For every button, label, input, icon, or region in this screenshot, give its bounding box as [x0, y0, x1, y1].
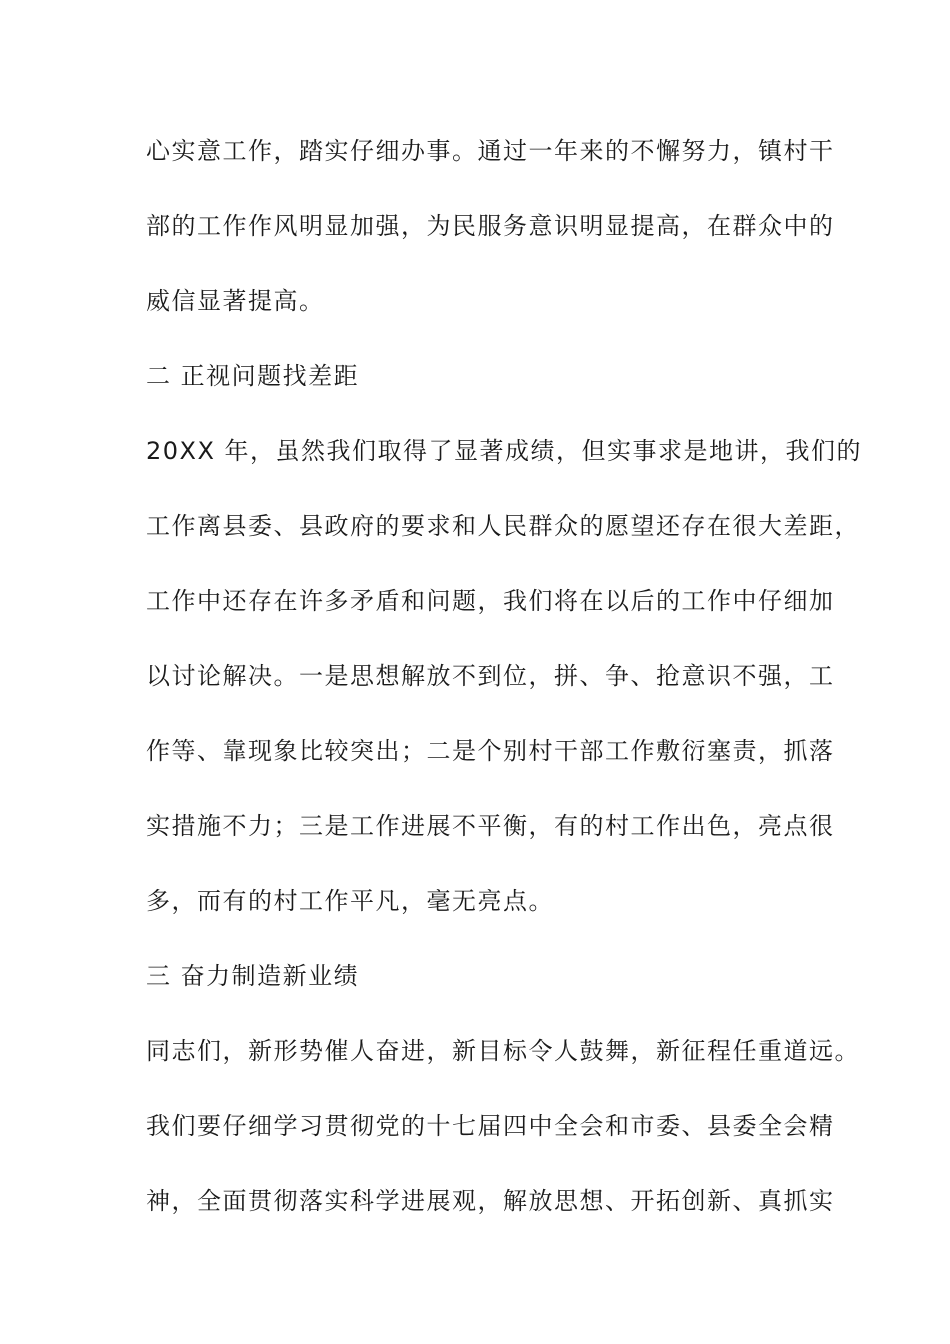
section-heading: 二 正视问题找差距: [146, 362, 360, 390]
body-text-line: 多，而有的村工作平凡，毫无亮点。: [146, 887, 554, 915]
body-text-line: 工作中还存在许多矛盾和问题，我们将在以后的工作中仔细加: [146, 587, 835, 615]
body-text-line: 20XX 年，虽然我们取得了显著成绩，但实事求是地讲，我们的: [146, 437, 863, 465]
section-heading: 三 奋力制造新业绩: [146, 962, 360, 990]
body-text-line: 工作离县委、县政府的要求和人民群众的愿望还存在很大差距，: [146, 512, 860, 540]
body-text-line: 同志们，新形势催人奋进，新目标令人鼓舞，新征程任重道远。: [146, 1037, 860, 1065]
body-text-line: 心实意工作，踏实仔细办事。通过一年来的不懈努力，镇村干: [146, 137, 835, 165]
body-text-line: 部的工作作风明显加强，为民服务意识明显提高，在群众中的: [146, 212, 835, 240]
body-text-line: 以讨论解决。一是思想解放不到位，拼、争、抢意识不强，工: [146, 662, 835, 690]
body-text-line: 实措施不力；三是工作进展不平衡，有的村工作出色，亮点很: [146, 812, 835, 840]
body-text-line: 作等、靠现象比较突出；二是个别村干部工作敷衍塞责，抓落: [146, 737, 835, 765]
body-text-line: 威信显著提高。: [146, 287, 325, 315]
body-text-line: 我们要仔细学习贯彻党的十七届四中全会和市委、县委全会精: [146, 1112, 835, 1140]
body-text-line: 神，全面贯彻落实科学进展观，解放思想、开拓创新、真抓实: [146, 1187, 835, 1215]
